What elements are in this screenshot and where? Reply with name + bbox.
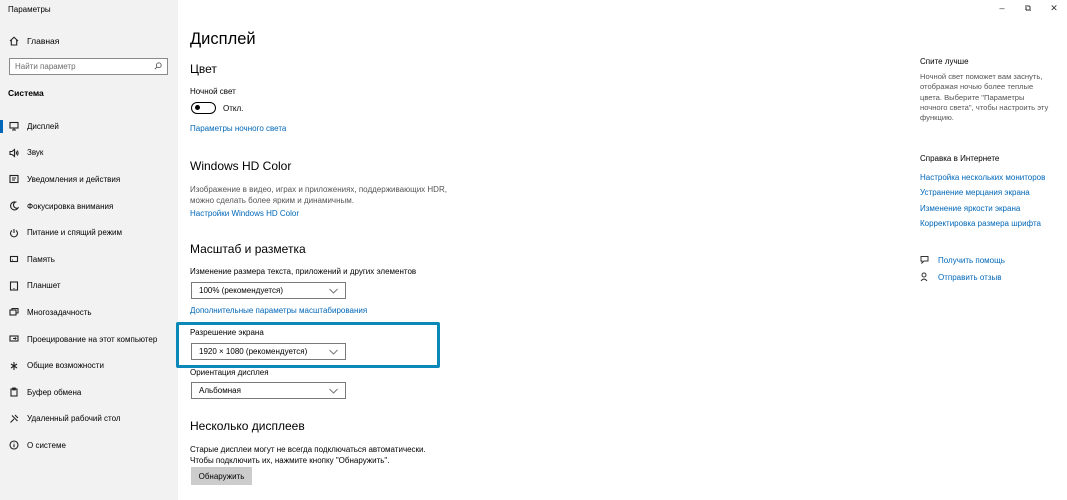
sidebar-item-sound[interactable] [0,140,178,167]
sidebar [0,0,178,500]
resolution-dropdown[interactable] [191,343,346,360]
advanced-scaling-link[interactable]: Дополнительные параметры масштабирования [190,306,368,315]
sidebar-item-label: Буфер обмена [27,387,82,397]
hdr-settings-link[interactable]: Настройки Windows HD Color [190,209,300,218]
sidebar-item-shared-experiences[interactable] [0,352,178,379]
chevron-down-icon [329,349,338,355]
multi-display-description-line: Чтобы подключить их, нажмите кнопку "Обнаружить". [190,455,390,465]
sidebar-item-projecting[interactable] [0,326,178,353]
page-title: Дисплей [190,30,256,48]
sidebar-item-label: Удаленный рабочий стол [27,414,121,424]
multi-display-description-line: Старые дисплеи могут не всегда подключаться автоматически. [190,445,426,454]
help-link-brightness[interactable]: Изменение яркости экрана [920,204,1021,213]
clipboard-icon [8,386,20,398]
speaker-icon [8,147,20,159]
scale-size-label: Изменение размера текста, приложений и других элементов [190,267,417,276]
get-help-link[interactable] [920,255,1005,265]
sidebar-item-multitasking[interactable] [0,299,178,326]
search-icon[interactable] [154,62,162,72]
night-light-settings-link[interactable]: Параметры ночного света [190,124,287,133]
sidebar-item-label: Память [27,254,55,264]
resolution-label: Разрешение экрана [190,328,264,337]
orientation-dropdown-value: Альбомная [199,386,241,395]
sleep-desc-line: функцию. [920,113,954,123]
send-feedback-label: Отправить отзыв [938,272,1002,282]
color-heading: Цвет [190,62,217,76]
search-input[interactable] [9,58,168,75]
sidebar-item-storage[interactable] [0,246,178,273]
sleep-desc-line: цвета. Выберите "Параметры [920,92,1025,102]
sidebar-item-tablet[interactable] [0,273,178,300]
sidebar-item-focus-assist[interactable] [0,193,178,220]
scale-dropdown-value: 100% (рекомендуется) [199,286,283,295]
remote-icon [8,413,20,425]
info-icon [8,439,20,451]
sidebar-item-label: Дисплей [27,121,59,131]
resolution-dropdown-value: 1920 × 1080 (рекомендуется) [199,347,308,356]
restore-button[interactable]: ⧉ [1024,3,1032,13]
home-label: Главная [27,36,60,46]
power-icon [8,227,20,239]
moon-icon [8,200,20,212]
main-content [190,0,890,500]
multitask-icon [8,306,20,318]
hdr-heading: Windows HD Color [190,159,292,173]
night-light-toggle[interactable] [191,102,216,114]
sidebar-item-label: Общие возможности [27,361,104,371]
sidebar-item-remote-desktop[interactable] [0,406,178,433]
notification-icon [8,173,20,185]
get-help-label: Получить помощь [938,255,1005,265]
sleep-desc-line: Ночной свет поможет вам заснуть, [920,72,1043,81]
sidebar-item-label: Уведомления и действия [27,174,121,184]
sidebar-item-label: Проецирование на этот компьютер [27,334,158,344]
chevron-down-icon [329,288,338,294]
detect-button[interactable]: Обнаружить [191,467,252,485]
night-light-label: Ночной свет [190,87,236,96]
night-light-toggle-state: Откл. [223,104,244,113]
home-icon [8,35,20,47]
hdr-description [190,185,490,206]
sidebar-item-label: Звук [27,148,44,158]
sleep-desc-line: ночного света", чтобы настроить эту [920,102,1049,112]
multi-display-heading: Несколько дисплеев [190,419,305,433]
hdr-description-line: можно сделать более ярким и динамичным. [190,195,354,205]
help-link-multiple-monitors[interactable]: Настройка нескольких мониторов [920,173,1046,182]
sidebar-section-title: Система [8,88,44,98]
sidebar-item-power[interactable] [0,219,178,246]
close-button[interactable]: ✕ [1050,3,1058,13]
online-help-title: Справка в Интернете [920,154,1000,163]
hdr-description-line: Изображение в видео, играх и приложениях, поддерживающих HDR, [190,185,447,194]
home-nav-item[interactable] [8,34,59,48]
scale-dropdown[interactable] [191,282,346,299]
monitor-icon [8,120,20,132]
sleep-desc-line: отображая ночью более теплые [920,82,1034,92]
sidebar-item-notifications[interactable] [0,166,178,193]
sidebar-item-clipboard[interactable] [0,379,178,406]
sidebar-item-label: Питание и спящий режим [27,228,123,238]
scale-heading: Масштаб и разметка [190,242,306,256]
multi-display-description [190,445,490,466]
orientation-dropdown[interactable] [191,382,346,399]
sidebar-nav-list [0,113,178,459]
search-placeholder [15,62,154,71]
project-icon [8,333,20,345]
sidebar-item-display[interactable] [0,113,178,140]
window-title: Параметры [8,5,51,14]
help-chat-icon [920,255,930,265]
minimize-button[interactable]: – [999,3,1005,13]
sidebar-item-label: Планшет [27,281,61,291]
help-link-font-size[interactable]: Корректировка размера шрифта [920,219,1041,228]
send-feedback-link[interactable] [920,272,1002,282]
orientation-label: Ориентация дисплея [190,368,269,377]
sidebar-item-label: О системе [27,440,66,450]
chevron-down-icon [329,388,338,394]
feedback-person-icon [920,272,930,282]
tablet-icon [8,280,20,292]
help-link-screen-flicker[interactable]: Устранение мерцания экрана [920,188,1030,197]
sidebar-item-label: Фокусировка внимания [27,201,114,211]
sleep-better-title: Спите лучше [920,57,969,66]
shared-icon [8,360,20,372]
sleep-better-description [920,72,1060,123]
storage-icon [8,253,20,265]
sidebar-item-about[interactable] [0,432,178,459]
sidebar-item-label: Многозадачность [27,307,92,317]
